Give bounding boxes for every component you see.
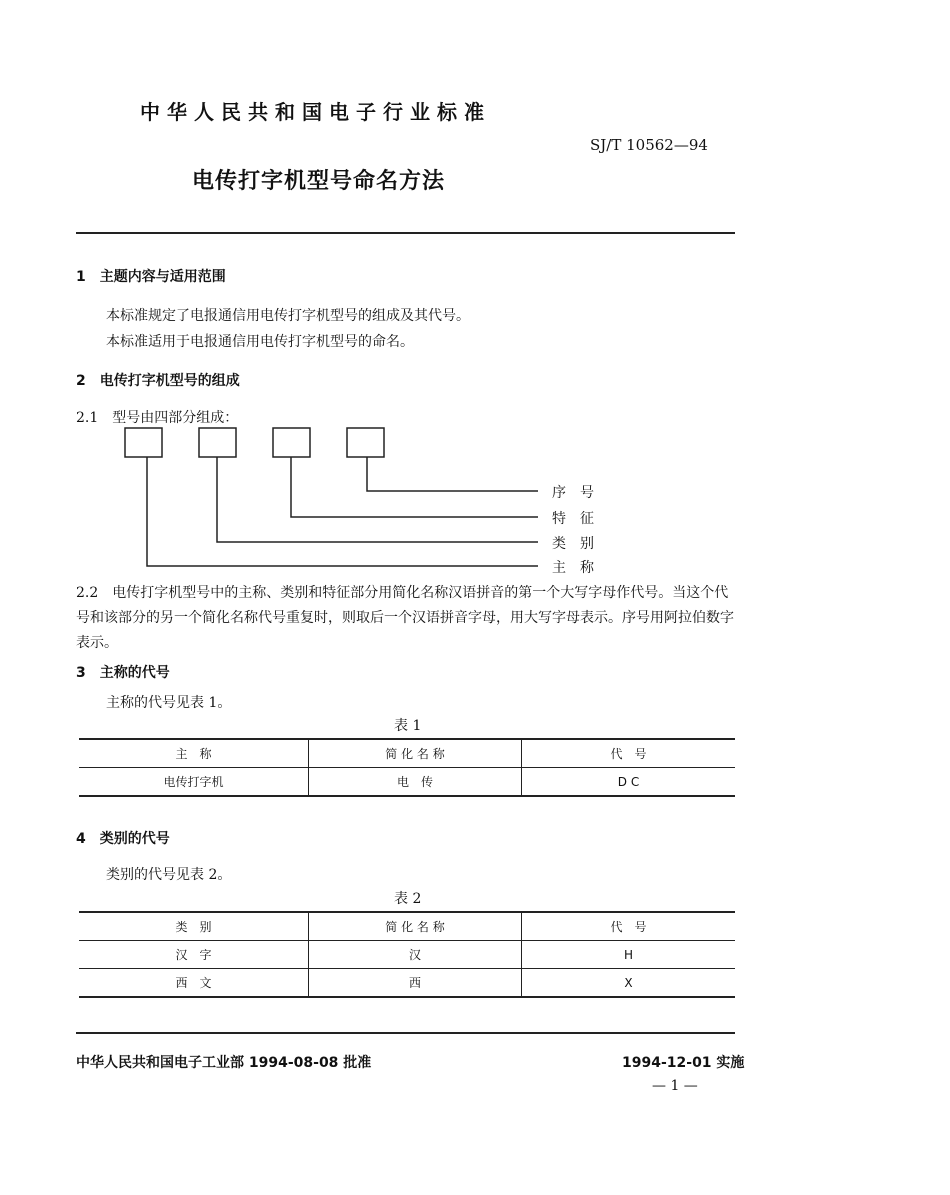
table-header-cell: 代 号 bbox=[522, 739, 736, 768]
clause-2-1: 2.1 型号由四部分组成： bbox=[76, 410, 239, 426]
table-header-cell: 代 号 bbox=[522, 912, 736, 941]
section-4-intro: 类别的代号见表 2。 bbox=[106, 867, 232, 883]
table-cell: H bbox=[522, 941, 736, 969]
label-category: 类 别 bbox=[552, 536, 594, 552]
table-cell: 西 文 bbox=[79, 969, 309, 998]
table-row bbox=[79, 941, 735, 969]
section-1-heading: 1 主题内容与适用范围 bbox=[76, 269, 226, 285]
table-1-caption: 表 1 bbox=[394, 718, 422, 734]
page-number: — 1 — bbox=[652, 1078, 698, 1094]
label-serial: 序 号 bbox=[552, 485, 594, 501]
table-2 bbox=[79, 911, 735, 998]
table-header-cell: 主 称 bbox=[79, 739, 309, 768]
standard-org-header: 中华人民共和国电子行业标准 bbox=[140, 100, 491, 124]
connector-category bbox=[217, 457, 538, 542]
table-cell: 汉 字 bbox=[79, 941, 309, 969]
standard-code: SJ/T 10562—94 bbox=[590, 136, 708, 154]
effective-date: 1994-12-01 实施 bbox=[622, 1055, 745, 1071]
section-1-paragraph-2: 本标准适用于电报通信用电传打字机型号的命名。 bbox=[106, 334, 414, 350]
table-cell: 电传打字机 bbox=[79, 768, 309, 797]
document-title: 电传打字机型号命名方法 bbox=[192, 169, 446, 194]
part-box-serial bbox=[347, 428, 384, 457]
table-1 bbox=[79, 738, 735, 797]
table-cell: 汉 bbox=[309, 941, 522, 969]
part-box-feature bbox=[273, 428, 310, 457]
clause-2-2: 2.2 电传打字机型号中的主称、类别和特征部分用简化名称汉语拼音的第一个大写字母作代号。当这个代号和该部分的另一个简化名称代号重复时，则取后一个汉语拼音字母，用大写字母表示。序号用阿拉伯数字表示。 bbox=[76, 585, 734, 651]
table-cell: 西 bbox=[309, 969, 522, 998]
table-header-row bbox=[79, 739, 735, 768]
approval-line: 中华人民共和国电子工业部 1994-08-08 批准 bbox=[76, 1055, 372, 1071]
table-row bbox=[79, 768, 735, 797]
table-header-row bbox=[79, 912, 735, 941]
connector-main-name bbox=[147, 457, 538, 566]
label-main-name: 主 称 bbox=[552, 560, 594, 576]
table-cell: X bbox=[522, 969, 736, 998]
connector-feature bbox=[291, 457, 538, 517]
table-header-cell: 简 化 名 称 bbox=[309, 912, 522, 941]
footer-divider bbox=[76, 1032, 735, 1034]
part-box-category bbox=[199, 428, 236, 457]
section-3-heading: 3 主称的代号 bbox=[76, 665, 170, 681]
model-structure-diagram bbox=[100, 420, 620, 580]
table-2-caption: 表 2 bbox=[394, 891, 422, 907]
section-1-paragraph-1: 本标准规定了电报通信用电传打字机型号的组成及其代号。 bbox=[106, 308, 470, 324]
table-row bbox=[79, 969, 735, 998]
section-4-heading: 4 类别的代号 bbox=[76, 831, 170, 847]
connector-serial bbox=[367, 457, 538, 491]
table-cell: D C bbox=[522, 768, 736, 797]
table-cell: 电 传 bbox=[309, 768, 522, 797]
table-header-cell: 类 别 bbox=[79, 912, 309, 941]
part-box-main-name bbox=[125, 428, 162, 457]
section-2-heading: 2 电传打字机型号的组成 bbox=[76, 373, 240, 389]
label-feature: 特 征 bbox=[552, 511, 594, 527]
table-header-cell: 简 化 名 称 bbox=[309, 739, 522, 768]
section-3-intro: 主称的代号见表 1。 bbox=[106, 695, 232, 711]
title-divider bbox=[76, 232, 735, 234]
